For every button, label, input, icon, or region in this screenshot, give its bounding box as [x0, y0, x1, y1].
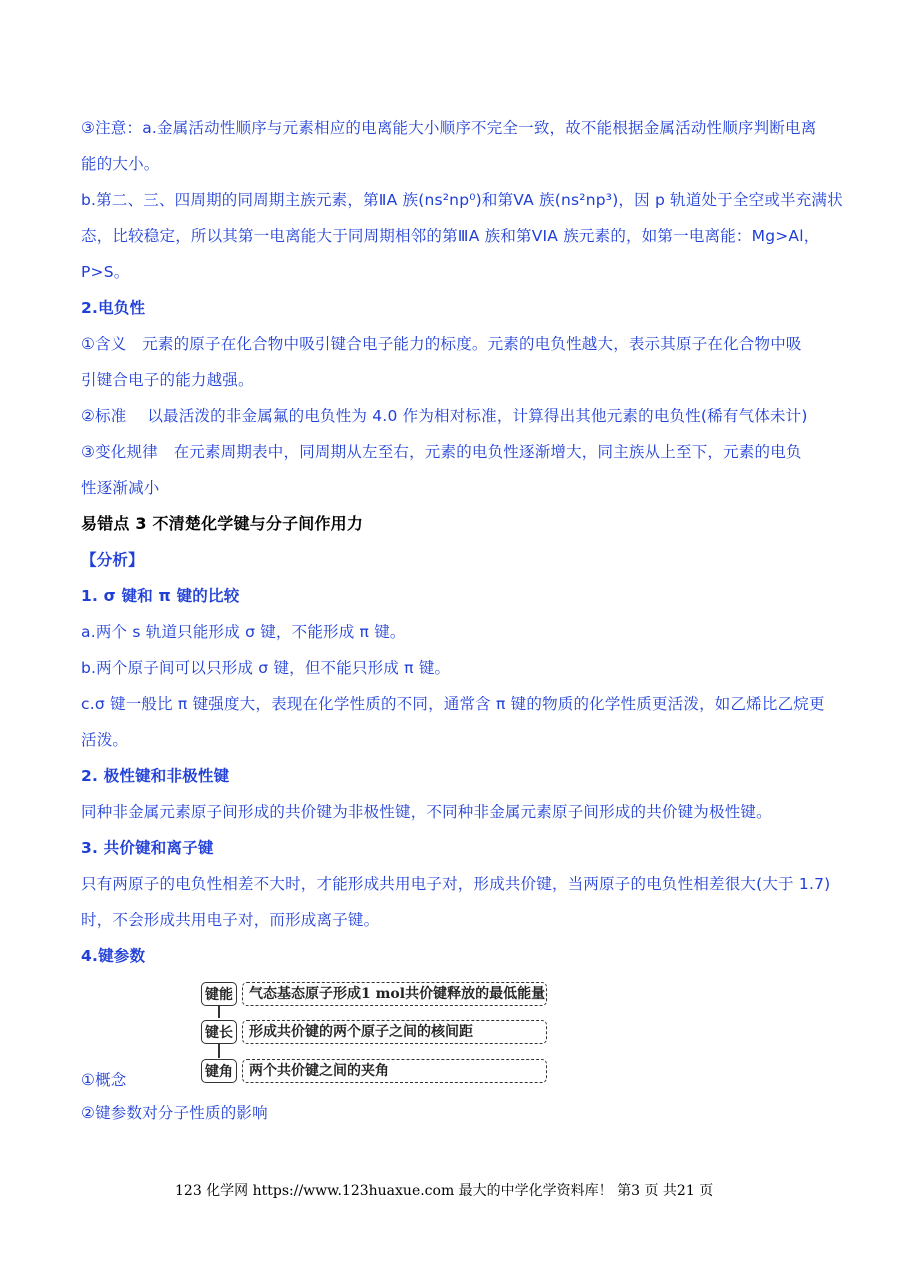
bond-angle-label: 键角	[201, 1059, 237, 1083]
definition-line-2: 引键合电子的能力越强。	[81, 371, 254, 389]
heading-polar-bond: 2. 极性键和非极性键	[81, 767, 230, 785]
page-footer: 123 化学网 https://www.123huaxue.com 最大的中学化学资料库！ 第3 页 共21 页	[175, 1183, 714, 1199]
section-heading-error-point-3: 易错点 3 不清楚化学键与分子间作用力	[81, 514, 364, 533]
trend-line-1: ③变化规律 在元素周期表中，同周期从左至右，元素的电负性逐渐增大，同主族从上至下，元素的电负	[81, 443, 802, 461]
connector-line	[218, 1044, 220, 1058]
ionic-bond-line-2: 时，不会形成共用电子对，而形成离子键。	[81, 911, 380, 929]
note-3-line-1: ③注意：a.金属活动性顺序与元素相应的电离能大小顺序不完全一致，故不能根据金属活动性顺序判断电离	[81, 119, 817, 137]
note-3-line-2: 能的大小。	[81, 155, 160, 173]
analysis-label: 【分析】	[81, 551, 144, 569]
sigma-pi-c-line-2: 活泼。	[81, 731, 129, 749]
ionic-bond-line-1: 只有两原子的电负性相差不大时，才能形成共用电子对，形成共价键，当两原子的电负性相差很大(大于 1.7)	[81, 875, 831, 893]
heading-sigma-pi: 1. σ 键和 π 键的比较	[81, 587, 240, 605]
heading-bond-parameters: 4.键参数	[81, 947, 146, 965]
heading-ionic-bond: 3. 共价键和离子键	[81, 839, 214, 857]
concept-label: ①概念	[81, 1071, 127, 1089]
sigma-pi-b: b.两个原子间可以只形成 σ 键，但不能只形成 π 键。	[81, 659, 451, 677]
bond-angle-description: 两个共价键之间的夹角	[242, 1059, 547, 1083]
definition-line-1: ①含义 元素的原子在化合物中吸引键合电子能力的标度。元素的电负性越大，表示其原子在化合物中吸	[81, 335, 802, 353]
bond-length-description: 形成共价键的两个原子之间的核间距	[242, 1020, 547, 1044]
trend-line-2: 性逐渐减小	[81, 479, 160, 497]
bond-parameter-diagram	[201, 980, 551, 1090]
standard-line: ②标准 以最活泼的非金属氟的电负性为 4.0 作为相对标准，计算得出其他元素的电负性(稀有气体未计)	[81, 407, 808, 425]
effect-label: ②键参数对分子性质的影响	[81, 1104, 268, 1122]
bond-length-label: 键长	[201, 1020, 237, 1044]
note-3b-line-2: 态，比较稳定，所以其第一电离能大于同周期相邻的第ⅢA 族和第VIA 族元素的，如第一电离能：Mg>Al，	[81, 227, 820, 245]
sigma-pi-c-line-1: c.σ 键一般比 π 键强度大，表现在化学性质的不同，通常含 π 键的物质的化学性质更活泼，如乙烯比乙烷更	[81, 695, 825, 713]
note-3b-line-3: P>S。	[81, 263, 130, 281]
heading-electronegativity: 2.电负性	[81, 299, 146, 317]
bond-energy-label: 键能	[201, 982, 237, 1006]
bond-energy-description: 气态基态原子形成1 mol共价键释放的最低能量	[242, 982, 547, 1006]
sigma-pi-a: a.两个 s 轨道只能形成 σ 键，不能形成 π 键。	[81, 623, 406, 641]
polar-bond-text: 同种非金属元素原子间形成的共价键为非极性键，不同种非金属元素原子间形成的共价键为极性键。	[81, 803, 772, 821]
note-3b-line-1: b.第二、三、四周期的同周期主族元素，第ⅡA 族(ns²np⁰)和第VA 族(ns²np³)，因 p 轨道处于全空或半充满状	[81, 191, 843, 209]
